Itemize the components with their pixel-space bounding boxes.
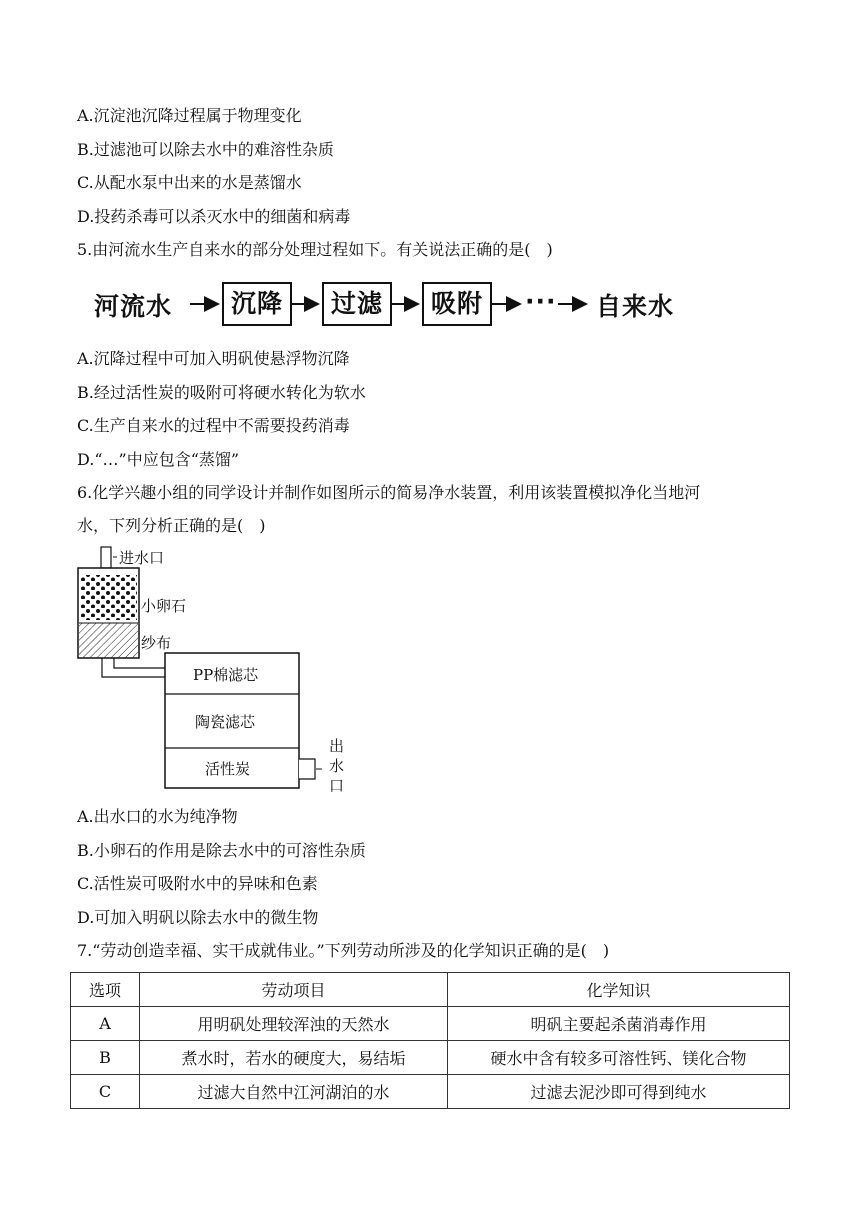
row-b-knowledge: 硬水中含有较多可溶性钙、镁化合物: [448, 1041, 790, 1075]
header-labor-item: 劳动项目: [140, 973, 448, 1007]
pebble-layer: [80, 575, 137, 620]
label-pp-filter: PP棉滤芯: [193, 666, 259, 684]
label-gauze: 纱布: [141, 634, 172, 652]
q5-flow-diagram: [92, 277, 678, 337]
table-row: [71, 1041, 790, 1075]
q6-option-a: A.出水口的水为纯净物: [77, 807, 238, 826]
row-b-option: B: [71, 1041, 140, 1075]
q5-stem: 5.由河流水生产自来水的部分处理过程如下。有关说法正确的是( ): [77, 240, 553, 259]
header-option: 选项: [71, 973, 140, 1007]
water-purifier-diagram: [75, 545, 375, 795]
label-outlet-2: 水: [329, 757, 345, 775]
row-b-labor: 煮水时，若水的硬度大，易结垢: [140, 1041, 448, 1075]
label-inlet: 进水口: [119, 549, 165, 567]
q4-option-c: C.从配水泵中出来的水是蒸馏水: [77, 173, 302, 192]
q7-stem: 7.“劳动创造幸福、实干成就伟业。”下列劳动所涉及的化学知识正确的是( ): [77, 941, 610, 960]
flow-step-filter: 过滤: [322, 282, 392, 326]
q5-option-b: B.经过活性炭的吸附可将硬水转化为软水: [77, 383, 366, 402]
flow-step-settle: 沉降: [222, 282, 292, 326]
q5-option-a: A.沉降过程中可加入明矾使悬浮物沉降: [77, 349, 350, 368]
table-header-row: [71, 973, 790, 1007]
row-c-labor: 过滤大自然中江河湖泊的水: [140, 1075, 448, 1109]
table-row: [71, 1075, 790, 1109]
q5-option-d: D.“…”中应包含“蒸馏”: [77, 450, 240, 469]
row-a-labor: 用明矾处理较浑浊的天然水: [140, 1007, 448, 1041]
label-pebbles: 小卵石: [141, 597, 187, 615]
q6-stem-line2: 水，下列分析正确的是( ): [77, 516, 266, 535]
row-c-knowledge: 过滤去泥沙即可得到纯水: [448, 1075, 790, 1109]
label-outlet-1: 出: [329, 737, 345, 755]
flow-start-label: 河流水: [94, 292, 173, 321]
table-row: [71, 1007, 790, 1041]
q6-stem-line1: 6.化学兴趣小组的同学设计并制作如图所示的简易净水装置，利用该装置模拟净化当地河: [77, 483, 701, 502]
gauze-layer: [79, 623, 138, 658]
q6-option-d: D.可加入明矾以除去水中的微生物: [77, 908, 319, 927]
q4-option-d: D.投药杀毒可以杀灭水中的细菌和病毒: [77, 207, 351, 226]
q6-option-b: B.小卵石的作用是除去水中的可溶性杂质: [77, 841, 366, 860]
label-ceramic-filter: 陶瓷滤芯: [195, 713, 256, 731]
q4-option-a: A.沉淀池沉降过程属于物理变化: [77, 106, 302, 125]
flow-end-label: 自来水: [596, 292, 675, 321]
row-a-knowledge: 明矾主要起杀菌消毒作用: [448, 1007, 790, 1041]
row-a-option: A: [71, 1007, 140, 1041]
q7-options-table: [70, 972, 790, 1109]
outlet-pipe: [299, 759, 315, 779]
header-chem-knowledge: 化学知识: [448, 973, 790, 1007]
q6-option-c: C.活性炭可吸附水中的异味和色素: [77, 874, 318, 893]
q5-option-c: C.生产自来水的过程中不需要投药消毒: [77, 416, 350, 435]
row-c-option: C: [71, 1075, 140, 1109]
label-activated-carbon: 活性炭: [205, 760, 251, 778]
inlet-pipe: [101, 547, 111, 568]
flow-step-adsorb: 吸附: [422, 282, 492, 326]
flow-ellipsis: ···: [525, 287, 557, 316]
q4-option-b: B.过滤池可以除去水中的难溶性杂质: [77, 140, 334, 159]
label-outlet-3: 口: [329, 777, 345, 795]
connector-pipe: [102, 658, 165, 677]
